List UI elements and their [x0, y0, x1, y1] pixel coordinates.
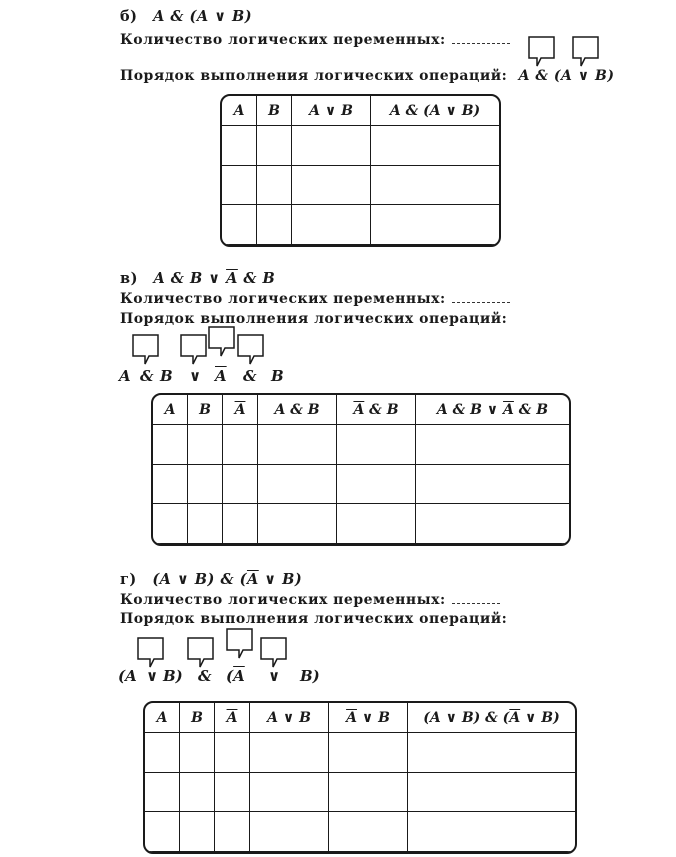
task-g-header-cell: A — [145, 703, 180, 733]
task-g-expression: (A ∨ B) & ($\overline{A}$ ∨ B) — [152, 571, 303, 588]
task-g-bubble-1[interactable] — [137, 637, 165, 669]
table-cell[interactable] — [180, 812, 215, 852]
task-g-title — [120, 571, 302, 588]
table-cell[interactable] — [371, 166, 499, 206]
table-cell[interactable] — [337, 465, 416, 505]
table-cell[interactable] — [292, 205, 371, 245]
table-cell[interactable] — [188, 504, 223, 544]
table-cell[interactable] — [258, 504, 337, 544]
task-g-order-line — [120, 611, 507, 627]
task-v-order-token: & — [243, 367, 257, 385]
task-b-vars-label: Количество логических переменных: — [120, 32, 446, 48]
table-cell[interactable] — [153, 425, 188, 465]
table-row — [153, 504, 569, 544]
task-g-order-token: B) — [300, 667, 320, 685]
task-b-bubble-1[interactable] — [528, 36, 556, 68]
task-g-vars-label: Количество логических переменных: — [120, 592, 446, 608]
task-b-expression: A & (A ∨ B) — [153, 8, 253, 25]
table-cell[interactable] — [215, 773, 250, 813]
table-cell[interactable] — [188, 465, 223, 505]
table-cell[interactable] — [292, 166, 371, 206]
table-cell[interactable] — [371, 205, 499, 245]
table-cell[interactable] — [180, 773, 215, 813]
task-v-header-text: $\overline{A}$ — [234, 401, 246, 418]
table-cell[interactable] — [145, 812, 180, 852]
table-row — [145, 812, 575, 852]
task-g-label: г) — [120, 571, 137, 588]
table-cell[interactable] — [215, 812, 250, 852]
task-g-bubble-2[interactable] — [187, 637, 215, 669]
table-cell[interactable] — [258, 425, 337, 465]
task-v-header-row — [153, 395, 569, 425]
task-v-truth-table — [151, 393, 571, 546]
table-row — [153, 465, 569, 505]
table-cell[interactable] — [223, 425, 258, 465]
task-b-label: б) — [120, 8, 138, 25]
task-b-vars-blank[interactable] — [452, 42, 510, 44]
table-cell[interactable] — [153, 465, 188, 505]
task-b-order-line — [120, 68, 614, 84]
table-cell[interactable] — [371, 126, 499, 166]
task-v-order-token: ∨ — [189, 367, 202, 385]
task-v-order-token: A — [119, 367, 131, 385]
task-v-bubble-3[interactable] — [208, 326, 236, 358]
task-g-header-cell: (A ∨ B) & ($\overline{A}$ ∨ B) — [408, 703, 575, 733]
table-row — [153, 425, 569, 465]
table-cell[interactable] — [329, 812, 408, 852]
task-g-header-cell: B — [180, 703, 215, 733]
task-g-vars-line — [120, 592, 500, 608]
table-cell[interactable] — [257, 205, 292, 245]
table-cell[interactable] — [337, 504, 416, 544]
task-g-order-label: Порядок выполнения логических операций: — [120, 611, 508, 627]
table-cell[interactable] — [337, 425, 416, 465]
table-cell[interactable] — [188, 425, 223, 465]
task-v-header-cell: A & B — [258, 395, 337, 425]
table-cell[interactable] — [257, 126, 292, 166]
task-b-truth-table — [220, 94, 501, 247]
task-g-bubble-3[interactable] — [226, 628, 254, 660]
task-v-order-token: B — [160, 367, 173, 385]
task-v-bubble-1[interactable] — [132, 334, 160, 366]
table-cell[interactable] — [145, 773, 180, 813]
table-cell[interactable] — [408, 733, 575, 773]
task-b-title — [120, 8, 252, 25]
task-v-header-cell — [223, 395, 258, 425]
table-cell[interactable] — [180, 733, 215, 773]
table-cell[interactable] — [250, 812, 329, 852]
task-b-vars-line — [120, 32, 510, 48]
task-g-order-token: ($\overline{A}$ — [226, 667, 245, 685]
task-b-header-cell: A ∨ B — [292, 96, 371, 126]
task-v-header-cell: $\overline{A}$ & B — [337, 395, 416, 425]
task-b-order-label: Порядок выполнения логических операций: — [120, 68, 508, 84]
table-cell[interactable] — [153, 504, 188, 544]
task-b-order-formula: A & (A ∨ B) — [518, 68, 615, 84]
table-cell[interactable] — [257, 166, 292, 206]
task-b-header-row — [222, 96, 499, 126]
table-row — [222, 205, 499, 245]
task-b-header-cell: B — [257, 96, 292, 126]
task-v-vars-line — [120, 291, 510, 307]
table-row — [222, 126, 499, 166]
table-cell[interactable] — [416, 425, 569, 465]
task-v-order-label: Порядок выполнения логических операций: — [120, 311, 508, 327]
task-g-header-text: $\overline{A}$ — [226, 709, 238, 726]
task-g-truth-table — [143, 701, 577, 854]
table-row — [145, 733, 575, 773]
task-g-vars-blank[interactable] — [452, 602, 500, 604]
table-cell[interactable] — [416, 504, 569, 544]
table-cell[interactable] — [329, 773, 408, 813]
task-b-bubble-2[interactable] — [572, 36, 600, 68]
table-cell[interactable] — [329, 733, 408, 773]
task-v-bubble-4[interactable] — [237, 334, 265, 366]
task-v-header-cell: B — [188, 395, 223, 425]
task-b-header-cell: A & (A ∨ B) — [371, 96, 499, 126]
table-cell[interactable] — [408, 812, 575, 852]
task-g-order-token: B) — [163, 667, 183, 685]
task-g-order-token: ∨ — [146, 667, 159, 685]
task-v-label: в) — [120, 270, 138, 287]
table-cell[interactable] — [258, 465, 337, 505]
task-v-vars-label: Количество логических переменных: — [120, 291, 446, 307]
task-v-expression: A & B ∨ $\overline{A}$ & B — [153, 270, 276, 287]
task-v-title — [120, 270, 275, 287]
task-v-header-cell: A & B ∨ $\overline{A}$ & B — [416, 395, 569, 425]
table-cell[interactable] — [223, 504, 258, 544]
table-cell[interactable] — [222, 205, 257, 245]
task-v-vars-blank[interactable] — [452, 301, 510, 303]
task-g-order-token: & — [198, 667, 212, 685]
table-cell[interactable] — [223, 465, 258, 505]
table-cell[interactable] — [215, 733, 250, 773]
table-cell[interactable] — [408, 773, 575, 813]
task-v-order-token: & — [140, 367, 154, 385]
task-g-header-cell: $\overline{A}$ ∨ B — [329, 703, 408, 733]
task-g-order-token: (A — [118, 667, 137, 685]
task-b-header-cell: A — [222, 96, 257, 126]
task-v-order-line — [120, 311, 507, 327]
table-cell[interactable] — [222, 166, 257, 206]
task-v-order-token: B — [271, 367, 284, 385]
table-row — [222, 166, 499, 206]
table-cell[interactable] — [292, 126, 371, 166]
task-v-order-token: $\overline{A}$ — [215, 367, 227, 385]
table-row — [145, 773, 575, 813]
table-cell[interactable] — [145, 733, 180, 773]
task-g-header-cell — [215, 703, 250, 733]
table-cell[interactable] — [250, 773, 329, 813]
task-v-bubble-2[interactable] — [180, 334, 208, 366]
task-g-header-cell: A ∨ B — [250, 703, 329, 733]
task-g-order-token: ∨ — [268, 667, 281, 685]
table-cell[interactable] — [222, 126, 257, 166]
task-g-header-row — [145, 703, 575, 733]
task-v-header-cell: A — [153, 395, 188, 425]
task-g-bubble-4[interactable] — [260, 637, 288, 669]
table-cell[interactable] — [416, 465, 569, 505]
table-cell[interactable] — [250, 733, 329, 773]
